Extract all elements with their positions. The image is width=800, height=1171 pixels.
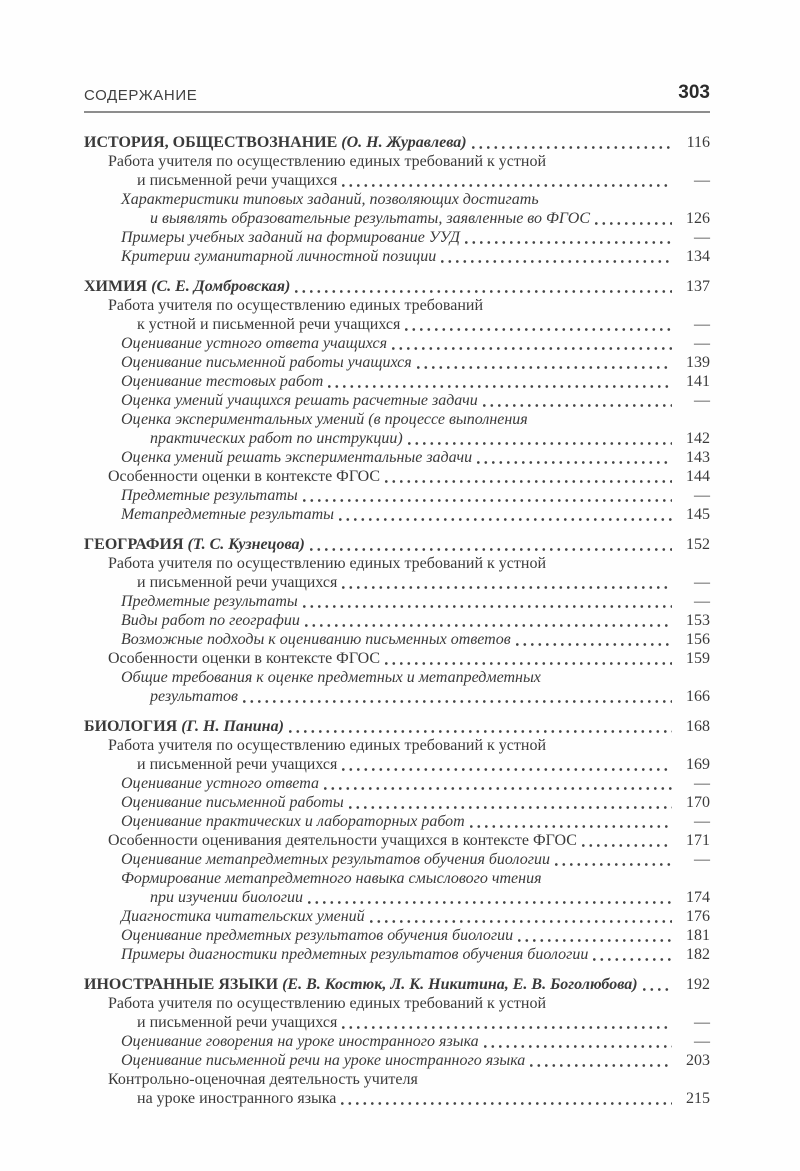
section-title: ХИМИЯ <box>84 278 148 295</box>
toc-entry-text: Особенности оценки в контексте ФГОС <box>108 468 381 485</box>
dot-leader <box>592 209 675 228</box>
dot-leader <box>382 649 675 668</box>
dot-leader <box>590 945 675 964</box>
dot-leader <box>405 429 675 448</box>
dot-leader <box>367 907 675 926</box>
toc-section-heading <box>84 133 710 152</box>
toc-entry-line: Общие требования к оценке предметных и метапредметных <box>121 669 541 686</box>
dot-leader <box>339 573 675 592</box>
section-authors: (Г. Н. Панина) <box>177 718 284 735</box>
toc-entry-text: Критерии гуманитарной личностной позиции <box>121 248 437 265</box>
toc-entry-last-line <box>108 755 710 774</box>
toc-section-heading <box>84 277 710 296</box>
dot-leader <box>338 1089 675 1108</box>
section-title: БИОЛОГИЯ <box>84 718 178 735</box>
toc-entry-page: 174 <box>686 889 710 906</box>
toc-entry-last-line <box>121 448 710 467</box>
toc-entry-text: Оценивание предметных результатов обучения биологии <box>121 927 514 944</box>
toc-entry-text: и выявлять образовательные результаты, заявленные во ФГОС <box>150 210 591 227</box>
toc-entry-last-line <box>121 209 710 228</box>
dot-leader <box>300 592 675 611</box>
toc-entry <box>84 1032 710 1051</box>
dot-leader <box>389 334 675 353</box>
toc-entry-text: и письменной речи учащихся <box>137 574 338 591</box>
toc-entry-line: Формирование метапредметного навыка смыслового чтения <box>121 870 542 887</box>
section-page-number: 192 <box>686 976 710 993</box>
toc-entry-text: Оценивание письменной работы учащихся <box>121 354 412 371</box>
toc-entry <box>84 505 710 524</box>
toc-entry-text: Метапредметные результаты <box>121 506 334 523</box>
toc-entry <box>84 994 710 1032</box>
toc-entry <box>84 736 710 774</box>
toc-entry-last-line <box>121 486 710 505</box>
toc-list <box>84 133 710 1108</box>
toc-entry <box>84 649 710 668</box>
section-page-number: 152 <box>686 536 710 553</box>
toc-entry-last-line <box>108 649 710 668</box>
section-heading-text <box>84 975 638 994</box>
section-page-number: 168 <box>686 718 710 735</box>
toc-entry-page: 176 <box>686 908 710 925</box>
toc-entry-text: Особенности оценки в контексте ФГОС <box>108 650 381 667</box>
dot-leader <box>325 372 675 391</box>
dot-leader <box>579 831 675 850</box>
section-heading-text <box>84 133 467 152</box>
page-number: 303 <box>678 82 710 103</box>
dot-leader <box>305 888 675 907</box>
dot-leader <box>321 774 675 793</box>
toc-section-4 <box>84 975 710 1108</box>
toc-entry-page: 215 <box>686 1090 710 1107</box>
toc-entry-text: Предметные результаты <box>121 487 298 504</box>
toc-entry-last-line <box>121 888 710 907</box>
toc-entry-text: Предметные результаты <box>121 593 298 610</box>
toc-entry <box>84 554 710 592</box>
toc-entry-page: 126 <box>686 210 710 227</box>
toc-entry <box>84 945 710 964</box>
toc-entry-last-line <box>108 467 710 486</box>
toc-entry-last-line <box>108 171 710 190</box>
dot-leader <box>307 535 675 554</box>
toc-entry <box>84 831 710 850</box>
toc-entry-text: практических работ по инструкции) <box>150 430 403 447</box>
toc-entry-last-line <box>108 1013 710 1032</box>
toc-entry-page: 170 <box>686 794 710 811</box>
section-authors: (Е. В. Костюк, Л. К. Никитина, Е. В. Боголюбова) <box>278 976 638 993</box>
toc-entry-last-line <box>121 1051 710 1070</box>
section-authors: (Т. С. Кузнецова) <box>183 536 305 553</box>
toc-entry-page: — <box>694 574 710 591</box>
toc-entry-text: Диагностика читательских умений <box>121 908 365 925</box>
toc-entry-text: и письменной речи учащихся <box>137 172 338 189</box>
section-title: ИНОСТРАННЫЕ ЯЗЫКИ <box>84 976 279 993</box>
dot-leader <box>481 1032 675 1051</box>
toc-section-heading <box>84 975 710 994</box>
toc-entry-text: Оценивание тестовых работ <box>121 373 324 390</box>
toc-entry-last-line <box>121 793 710 812</box>
toc-entry-last-line <box>108 1089 710 1108</box>
page-header <box>84 82 710 104</box>
toc-entry-text: результатов <box>150 688 238 705</box>
section-title: ГЕОГРАФИЯ <box>84 536 184 553</box>
toc-entry-line: Работа учителя по осуществлению единых требований к устной <box>108 737 546 754</box>
toc-entry-last-line <box>121 812 710 831</box>
toc-entry <box>84 668 710 706</box>
toc-entry-page: 182 <box>686 946 710 963</box>
toc-entry-last-line <box>121 334 710 353</box>
toc-entry-last-line <box>121 850 710 869</box>
dot-leader <box>469 133 675 152</box>
toc-section-3 <box>84 717 710 964</box>
toc-entry <box>84 410 710 448</box>
toc-entry-page: 143 <box>686 449 710 466</box>
toc-entry-last-line <box>121 774 710 793</box>
dot-leader <box>515 926 675 945</box>
toc-entry-line: Работа учителя по осуществлению единых требований к устной <box>108 153 546 170</box>
dot-leader <box>382 467 675 486</box>
toc-entry-page: 159 <box>686 650 710 667</box>
toc-entry <box>84 1070 710 1108</box>
toc-section-heading <box>84 535 710 554</box>
dot-leader <box>513 630 675 649</box>
dot-leader <box>462 228 675 247</box>
toc-entry-text: Возможные подходы к оцениванию письменных ответов <box>121 631 511 648</box>
toc-entry-line: Оценка экспериментальных умений (в процессе выполнения <box>121 411 528 428</box>
toc-entry <box>84 391 710 410</box>
toc-entry <box>84 926 710 945</box>
toc-entry-page: 142 <box>686 430 710 447</box>
toc-entry-page: 171 <box>686 832 710 849</box>
dot-leader <box>240 687 675 706</box>
toc-entry-last-line <box>108 315 710 334</box>
toc-entry <box>84 372 710 391</box>
toc-entry <box>84 448 710 467</box>
toc-entry <box>84 247 710 266</box>
running-title: СОДЕРЖАНИЕ <box>84 87 198 104</box>
toc-entry-last-line <box>121 353 710 372</box>
toc-entry-page: 134 <box>686 248 710 265</box>
toc-entry <box>84 869 710 907</box>
toc-entry-line: Контрольно-оценочная деятельность учителя <box>108 1071 418 1088</box>
toc-entry <box>84 228 710 247</box>
toc-entry-last-line <box>121 1032 710 1051</box>
toc-entry-text: и письменной речи учащихся <box>137 1014 338 1031</box>
toc-section-1 <box>84 277 710 524</box>
toc-entry-page: — <box>694 229 710 246</box>
toc-entry <box>84 630 710 649</box>
toc-entry-page: — <box>694 1014 710 1031</box>
toc-entry-text: на уроке иностранного языка <box>137 1090 337 1107</box>
toc-entry-text: Оценивание устного ответа учащихся <box>121 335 387 352</box>
toc-entry <box>84 611 710 630</box>
toc-entry-last-line <box>121 391 710 410</box>
toc-entry-page: — <box>694 316 710 333</box>
toc-entry-last-line <box>121 687 710 706</box>
toc-entry <box>84 467 710 486</box>
toc-entry-page: — <box>694 813 710 830</box>
toc-section-2 <box>84 535 710 706</box>
toc-entry-last-line <box>121 945 710 964</box>
dot-leader <box>300 486 675 505</box>
toc-entry-last-line <box>121 228 710 247</box>
toc-entry-text: Оценивание устного ответа <box>121 775 319 792</box>
toc-entry-line: Работа учителя по осуществлению единых требований к устной <box>108 555 546 572</box>
toc-entry <box>84 296 710 334</box>
dot-leader <box>302 611 675 630</box>
toc-entry-page: 166 <box>686 688 710 705</box>
toc-entry-text: Оценивание практических и лабораторных работ <box>121 813 465 830</box>
dot-leader <box>339 1013 675 1032</box>
toc-entry-page: 145 <box>686 506 710 523</box>
toc-entry-text: Оценка умений учащихся решать расчетные задачи <box>121 392 478 409</box>
toc-entry-text: Оценивание говорения на уроке иностранного языка <box>121 1033 479 1050</box>
header-rule <box>84 111 710 113</box>
toc-entry-page: — <box>694 335 710 352</box>
dot-leader <box>339 171 675 190</box>
toc-entry <box>84 190 710 228</box>
toc-entry-page: 181 <box>686 927 710 944</box>
dot-leader <box>346 793 675 812</box>
dot-leader <box>480 391 675 410</box>
dot-leader <box>339 755 675 774</box>
dot-leader <box>438 247 675 266</box>
toc-entry-page: — <box>694 1033 710 1050</box>
toc-entry-last-line <box>108 831 710 850</box>
toc-entry-text: Примеры диагностики предметных результатов обучения биологии <box>121 946 589 963</box>
toc-entry-text: Виды работ по географии <box>121 612 300 629</box>
toc-entry-last-line <box>121 926 710 945</box>
toc-entry-page: 144 <box>686 468 710 485</box>
dot-leader <box>286 717 675 736</box>
toc-section-heading <box>84 717 710 736</box>
toc-entry <box>84 774 710 793</box>
toc-entry-page: 203 <box>686 1052 710 1069</box>
dot-leader <box>552 850 675 869</box>
toc-entry <box>84 907 710 926</box>
toc-entry-text: при изучении биологии <box>150 889 303 906</box>
toc-entry-page: 139 <box>686 354 710 371</box>
toc-entry-page: 169 <box>686 756 710 773</box>
toc-entry-last-line <box>121 630 710 649</box>
section-authors: (О. Н. Журавлева) <box>337 134 467 151</box>
toc-entry-page: 156 <box>686 631 710 648</box>
toc-entry-page: — <box>694 392 710 409</box>
toc-entry-last-line <box>121 429 710 448</box>
toc-entry <box>84 486 710 505</box>
toc-entry-text: к устной и письменной речи учащихся <box>137 316 401 333</box>
toc-entry-last-line <box>121 907 710 926</box>
toc-entry-last-line <box>121 611 710 630</box>
dot-leader <box>474 448 675 467</box>
toc-entry <box>84 1051 710 1070</box>
toc-entry-text: Оценивание письменной речи на уроке иностранного языка <box>121 1052 526 1069</box>
toc-entry <box>84 334 710 353</box>
section-title: ИСТОРИЯ, ОБЩЕСТВОЗНАНИЕ <box>84 134 338 151</box>
dot-leader <box>414 353 675 372</box>
dot-leader <box>402 315 675 334</box>
toc-entry-line: Характеристики типовых заданий, позволяющих достигать <box>121 191 539 208</box>
section-page-number: 137 <box>686 278 710 295</box>
section-heading-text <box>84 535 305 554</box>
toc-entry-text: и письменной речи учащихся <box>137 756 338 773</box>
toc-entry-text: Оценка умений решать экспериментальные задачи <box>121 449 473 466</box>
toc-entry-page: — <box>694 487 710 504</box>
dot-leader <box>336 505 675 524</box>
dot-leader <box>292 277 675 296</box>
section-heading-text <box>84 277 290 296</box>
toc-entry-page: — <box>694 851 710 868</box>
toc-entry <box>84 592 710 611</box>
toc-entry-page: 153 <box>686 612 710 629</box>
toc-entry <box>84 793 710 812</box>
toc-entry-last-line <box>108 573 710 592</box>
toc-section-0 <box>84 133 710 266</box>
section-page-number: 116 <box>686 134 710 151</box>
toc-entry-page: — <box>694 172 710 189</box>
section-heading-text <box>84 717 284 736</box>
toc-entry-page: — <box>694 775 710 792</box>
toc-entry-text: Примеры учебных заданий на формирование УУД <box>121 229 460 246</box>
toc-entry-text: Оценивание письменной работы <box>121 794 344 811</box>
toc-entry <box>84 353 710 372</box>
dot-leader <box>640 975 675 994</box>
toc-entry-page: 141 <box>686 373 710 390</box>
toc-entry <box>84 812 710 831</box>
toc-entry-last-line <box>121 505 710 524</box>
toc-entry-last-line <box>121 247 710 266</box>
toc-entry-last-line <box>121 592 710 611</box>
toc-entry-page: — <box>694 593 710 610</box>
toc-entry-last-line <box>121 372 710 391</box>
toc-entry <box>84 850 710 869</box>
toc-entry-text: Оценивание метапредметных результатов обучения биологии <box>121 851 550 868</box>
dot-leader <box>467 812 675 831</box>
dot-leader <box>527 1051 675 1070</box>
toc-entry-text: Особенности оценивания деятельности учащихся в контексте ФГОС <box>108 832 577 849</box>
toc-entry-line: Работа учителя по осуществлению единых требований <box>108 297 484 314</box>
section-authors: (С. Е. Домбровская) <box>147 278 291 295</box>
toc-entry <box>84 152 710 190</box>
toc-entry-line: Работа учителя по осуществлению единых требований к устной <box>108 995 546 1012</box>
